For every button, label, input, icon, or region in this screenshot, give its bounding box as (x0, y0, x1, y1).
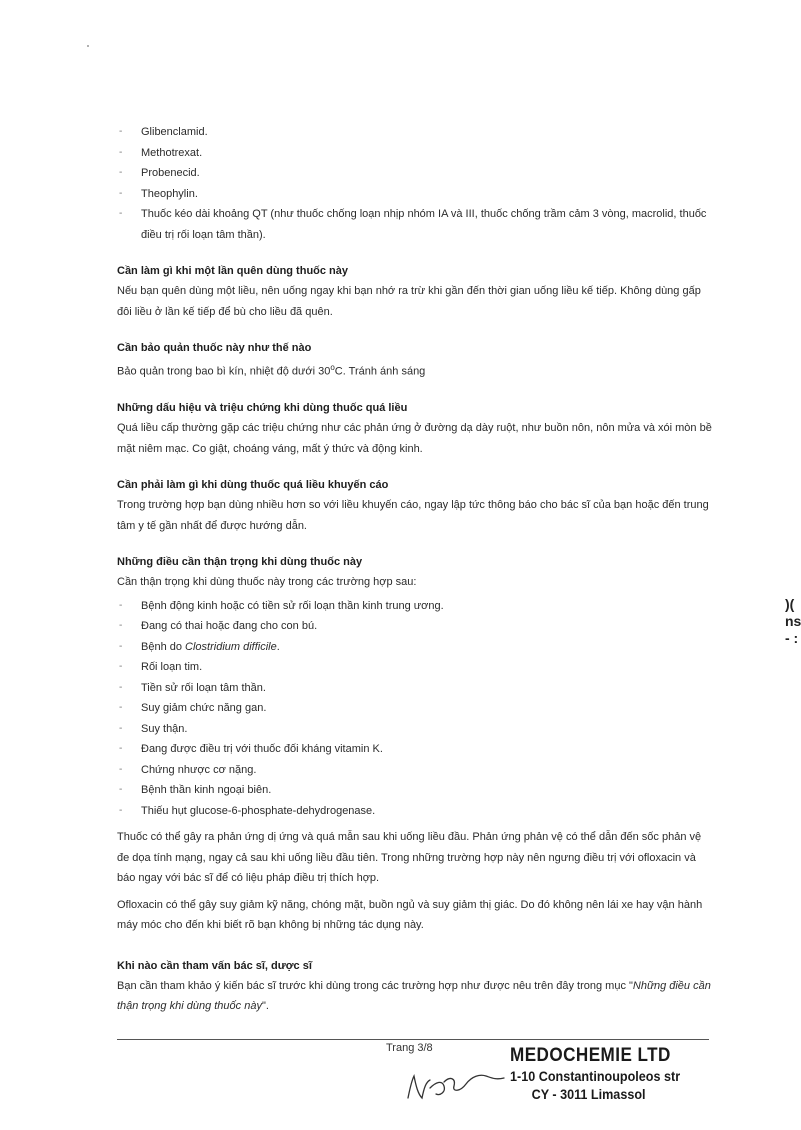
section-heading: Cần làm gì khi một lần quên dùng thuốc này (117, 265, 349, 277)
list-item (117, 637, 712, 658)
list-item: - Suy thận. (117, 719, 712, 740)
edge-line: )( (785, 596, 795, 612)
list-item: - Suy giảm chức năng gan. (117, 698, 712, 719)
list-item: - Glibenclamid. (117, 122, 712, 143)
degree-mark: o (330, 363, 335, 372)
edge-line: - : (785, 630, 799, 646)
company-stamp (510, 1045, 699, 1103)
list-item: - Chứng nhược cơ nặng. (117, 760, 712, 781)
consult-section (117, 956, 712, 1017)
consult-text-a: Bạn cần tham khảo ý kiến bác sĩ trước khi dùng trong các trường hợp như được nêu trên đây trong mục " (117, 979, 633, 992)
section-heading: Cần bảo quản thuốc này như thế nào (117, 342, 312, 354)
stamp-city: CY - 3011 Limassol (531, 1086, 646, 1102)
storage-section (117, 338, 712, 382)
list-item: - Bệnh thần kinh ngoại biên. (117, 780, 712, 801)
clostridium-prefix: Bệnh do (141, 640, 186, 653)
section-heading: Cần phải làm gì khi dùng thuốc quá liều khuyến cáo (117, 479, 389, 492)
section-text: Quá liều cấp thường gặp các triệu chứng như các phản ứng ở đường dạ dày ruột, như buồn nôn, nôn mửa và xói mòn bề mặt niêm mạc. Co giật, choáng váng, mất ý thức và động kinh. (117, 422, 712, 455)
storage-text-a: Bảo quản trong bao bì kín, nhiệt độ dưới 30 (117, 365, 331, 378)
consult-text-italic: Những điều cần thận trọng khi dùng thuốc này (117, 979, 711, 1013)
section-text (117, 976, 712, 1017)
footer-divider (117, 1039, 709, 1040)
list-item: - Methotrexat. (117, 143, 712, 164)
allergy-paragraph: Thuốc có thể gây ra phản ứng dị ứng và quá mẫn sau khi uống liều đầu. Phản ứng phản vệ có thể dẫn đến sốc phản vệ đe dọa tính mạng, ngay cả sau khi uống liều đầu tiên. Trong những trường hợp này nên ngưng điều trị với ofloxacin và báo ngay với bác sĩ để có liệu pháp điều trị thích hợp. (117, 831, 702, 885)
section-heading: Những dấu hiệu và triệu chứng khi dùng thuốc quá liều (117, 402, 408, 415)
list-item: - Theophylin. (117, 184, 712, 205)
list-item: - Thuốc kéo dài khoảng QT (như thuốc chống loạn nhịp nhóm IA và III, thuốc chống trầm cảm 3 vòng, macrolid, thuốc điều trị rối loạn tâm thần). (117, 204, 712, 245)
section-text: Trong trường hợp bạn dùng nhiều hơn so với liều khuyến cáo, ngay lập tức thông báo cho bác sĩ của bạn hoặc đến trung tâm y tế gần nhất để được hướng dẫn. (117, 499, 709, 532)
list-item: - Rối loạn tim. (117, 657, 712, 678)
scan-speck (87, 45, 89, 47)
consult-text-b: ". (261, 1000, 269, 1013)
list-item: - Đang có thai hoặc đang cho con bú. (117, 616, 712, 637)
edge-line: ns (785, 613, 801, 629)
interaction-drug-list (117, 122, 712, 245)
section-intro: Cần thận trọng khi dùng thuốc này trong các trường hợp sau: (117, 576, 417, 589)
edge-fragment (785, 596, 799, 647)
stamp-company-name: MEDOCHEMIE LTD (510, 1045, 671, 1066)
overdose-action-section (117, 475, 712, 536)
missed-dose-section (117, 261, 712, 322)
storage-text-b: C. Tránh ánh sáng (334, 365, 426, 378)
document-body (117, 122, 712, 1017)
section-heading: Những điều cần thận trọng khi dùng thuốc này (117, 556, 363, 569)
signature-mark (400, 1058, 510, 1108)
clostridium-name: Clostridium difficile (185, 640, 277, 653)
precautions-section (117, 552, 712, 936)
stamp-address: 1-10 Constantinoupoleos str (510, 1068, 681, 1084)
list-item: - Probenecid. (117, 163, 712, 184)
section-text: Nếu bạn quên dùng một liều, nên uống ngay khi bạn nhớ ra trừ khi gần đến thời gian uống liều kế tiếp. Không dùng gấp đôi liều ở lần kế tiếp để bù cho liều đã quên. (117, 285, 701, 318)
driving-paragraph: Ofloxacin có thể gây suy giảm kỹ năng, chóng mặt, buồn ngủ và suy giảm thị giác. Do đó không nên lái xe hay vận hành máy móc cho đến khi biết rõ bạn không bị những tác dụng này. (117, 898, 703, 932)
section-text (117, 358, 712, 382)
overdose-signs-section (117, 398, 712, 459)
section-heading: Khi nào cần tham vấn bác sĩ, dược sĩ (117, 959, 312, 972)
list-item: - Đang được điều trị với thuốc đối kháng vitamin K. (117, 739, 712, 760)
list-item: - Tiền sử rối loạn tâm thần. (117, 678, 712, 699)
precautions-list (117, 596, 712, 822)
clostridium-suffix: . (276, 640, 280, 653)
list-item: - Bệnh động kinh hoặc có tiền sử rối loạn thần kinh trung ương. (117, 596, 712, 617)
page-number: Trang 3/8 (386, 1042, 433, 1054)
list-item: - Thiếu hụt glucose-6-phosphate-dehydrogenase. (117, 801, 712, 822)
